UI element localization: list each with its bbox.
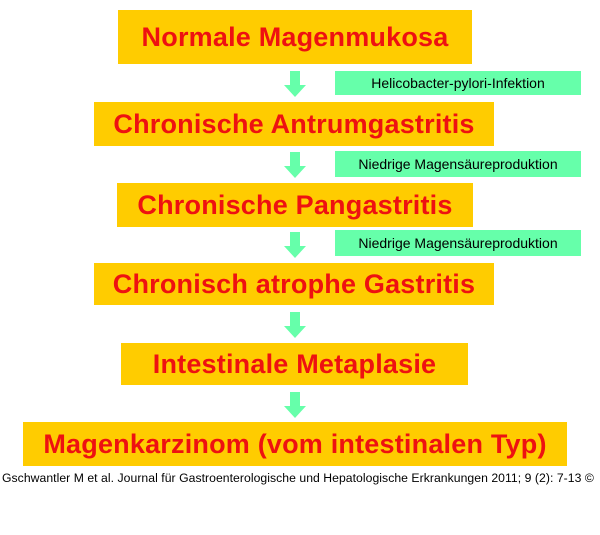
stage-label: Chronische Antrumgastritis [113, 108, 475, 139]
down-arrow-icon [284, 312, 306, 338]
stage-label: Intestinale Metaplasie [152, 348, 437, 379]
factor-box-low-acid-2 [335, 230, 581, 256]
factor-box-low-acid-1 [335, 151, 581, 177]
factor-label: Niedrige Magensäureproduktion [358, 235, 558, 251]
factor-label: Helicobacter-pylori-Infektion [371, 75, 545, 91]
stage-box-intestinal-metaplasia [121, 343, 468, 385]
stage-box-pangastritis [117, 183, 473, 227]
stage-label: Magenkarzinom (vom intestinalen Typ) [43, 428, 547, 459]
stage-label: Normale Magenmukosa [141, 21, 449, 52]
citation-text: Gschwantler M et al. Journal für Gastroenterologische und Hepatologische Erkrankungen 2011; 9 (2): 7-13 © [2, 471, 594, 485]
stage-box-gastric-carcinoma [23, 422, 567, 466]
stage-box-antrum-gastritis [94, 102, 494, 146]
down-arrow-icon [284, 152, 306, 178]
down-arrow-icon [284, 392, 306, 418]
factor-box-helicobacter [335, 71, 581, 95]
stage-box-normal-mucosa [118, 10, 472, 64]
down-arrow-icon [284, 232, 306, 258]
factor-label: Niedrige Magensäureproduktion [358, 156, 558, 172]
stage-label: Chronische Pangastritis [137, 189, 453, 220]
down-arrow-icon [284, 71, 306, 97]
stage-label: Chronisch atrophe Gastritis [112, 268, 476, 299]
stage-box-atrophic-gastritis [94, 263, 494, 305]
